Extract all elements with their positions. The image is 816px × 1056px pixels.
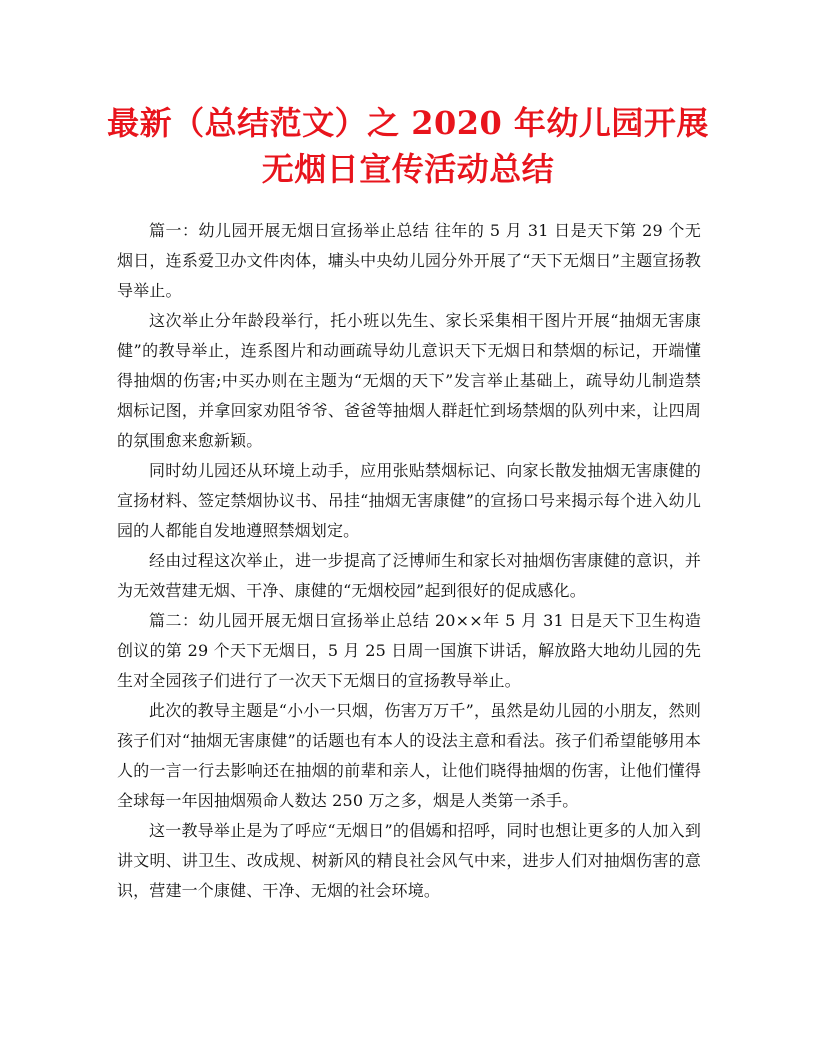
paragraph-4: 经由过程这次举止，进一步提高了泛博师生和家长对抽烟伤害康健的意识，并为无效营建无烟、干净、康健的“无烟校园”起到很好的促成感化。 (117, 551, 701, 600)
paragraph-1: 篇一：幼儿园开展无烟日宣扬举止总结 往年的 5 月 31 日是天下第 29 个无烟日，连系爱卫办文件肉体，墉头中央幼儿园分外开展了“天下无烟日”主题宣扬教导举止。 (117, 221, 701, 300)
paragraph-5: 篇二：幼儿园开展无烟日宣扬举止总结 20××年 5 月 31 日是天下卫生构造创议的第 29 个天下无烟日，5 月 25 日周一国旗下讲话，解放路大地幼儿园的先生对全园孩子们进行了一次天下无烟日的宣扬教导举止。 (117, 611, 701, 690)
paragraph-3: 同时幼儿园还从环境上动手，应用张贴禁烟标记、向家长散发抽烟无害康健的宣扬材料、签定禁烟协议书、吊挂“抽烟无害康健”的宣扬口号来揭示每个进入幼儿园的人都能自发地遵照禁烟划定。 (117, 461, 701, 540)
title-line-1: 最新（总结范文）之 2020 年幼儿园开展 (107, 104, 709, 142)
paragraph-6: 此次的教导主题是“小小一只烟，伤害万万千”，虽然是幼儿园的小朋友，然则孩子们对“抽烟无害康健”的话题也有本人的设法主意和看法。孩子们希望能够用本人的一言一行去影响还在抽烟的前辈和亲人，让他们晓得抽烟的伤害，让他们懂得全球每一年因抽烟殒命人数达 250 万之多，烟是人类第一杀手。 (117, 701, 701, 810)
title-line-2: 无烟日宣传活动总结 (261, 150, 555, 188)
paragraph-2: 这次举止分年龄段举行，托小班以先生、家长采集相干图片开展“抽烟无害康健”的教导举止，连系图片和动画疏导幼儿意识天下无烟日和禁烟的标记，开端懂得抽烟的伤害;中买办则在主题为“无烟的天下”发言举止基础上，疏导幼儿制造禁烟标记图，并拿回家劝阻爷爷、爸爸等抽烟人群赶忙到场禁烟的队列中来，让四周的氛围愈来愈新颖。 (117, 311, 701, 450)
document-title (90, 100, 726, 192)
paragraph-7: 这一教导举止是为了呼应“无烟日”的倡嫣和招呼，同时也想让更多的人加入到讲文明、讲卫生、改成规、树新风的精良社会风气中来，进步人们对抽烟伤害的意识，营建一个康健、干净、无烟的社会环境。 (117, 821, 701, 900)
document-body (117, 216, 701, 906)
